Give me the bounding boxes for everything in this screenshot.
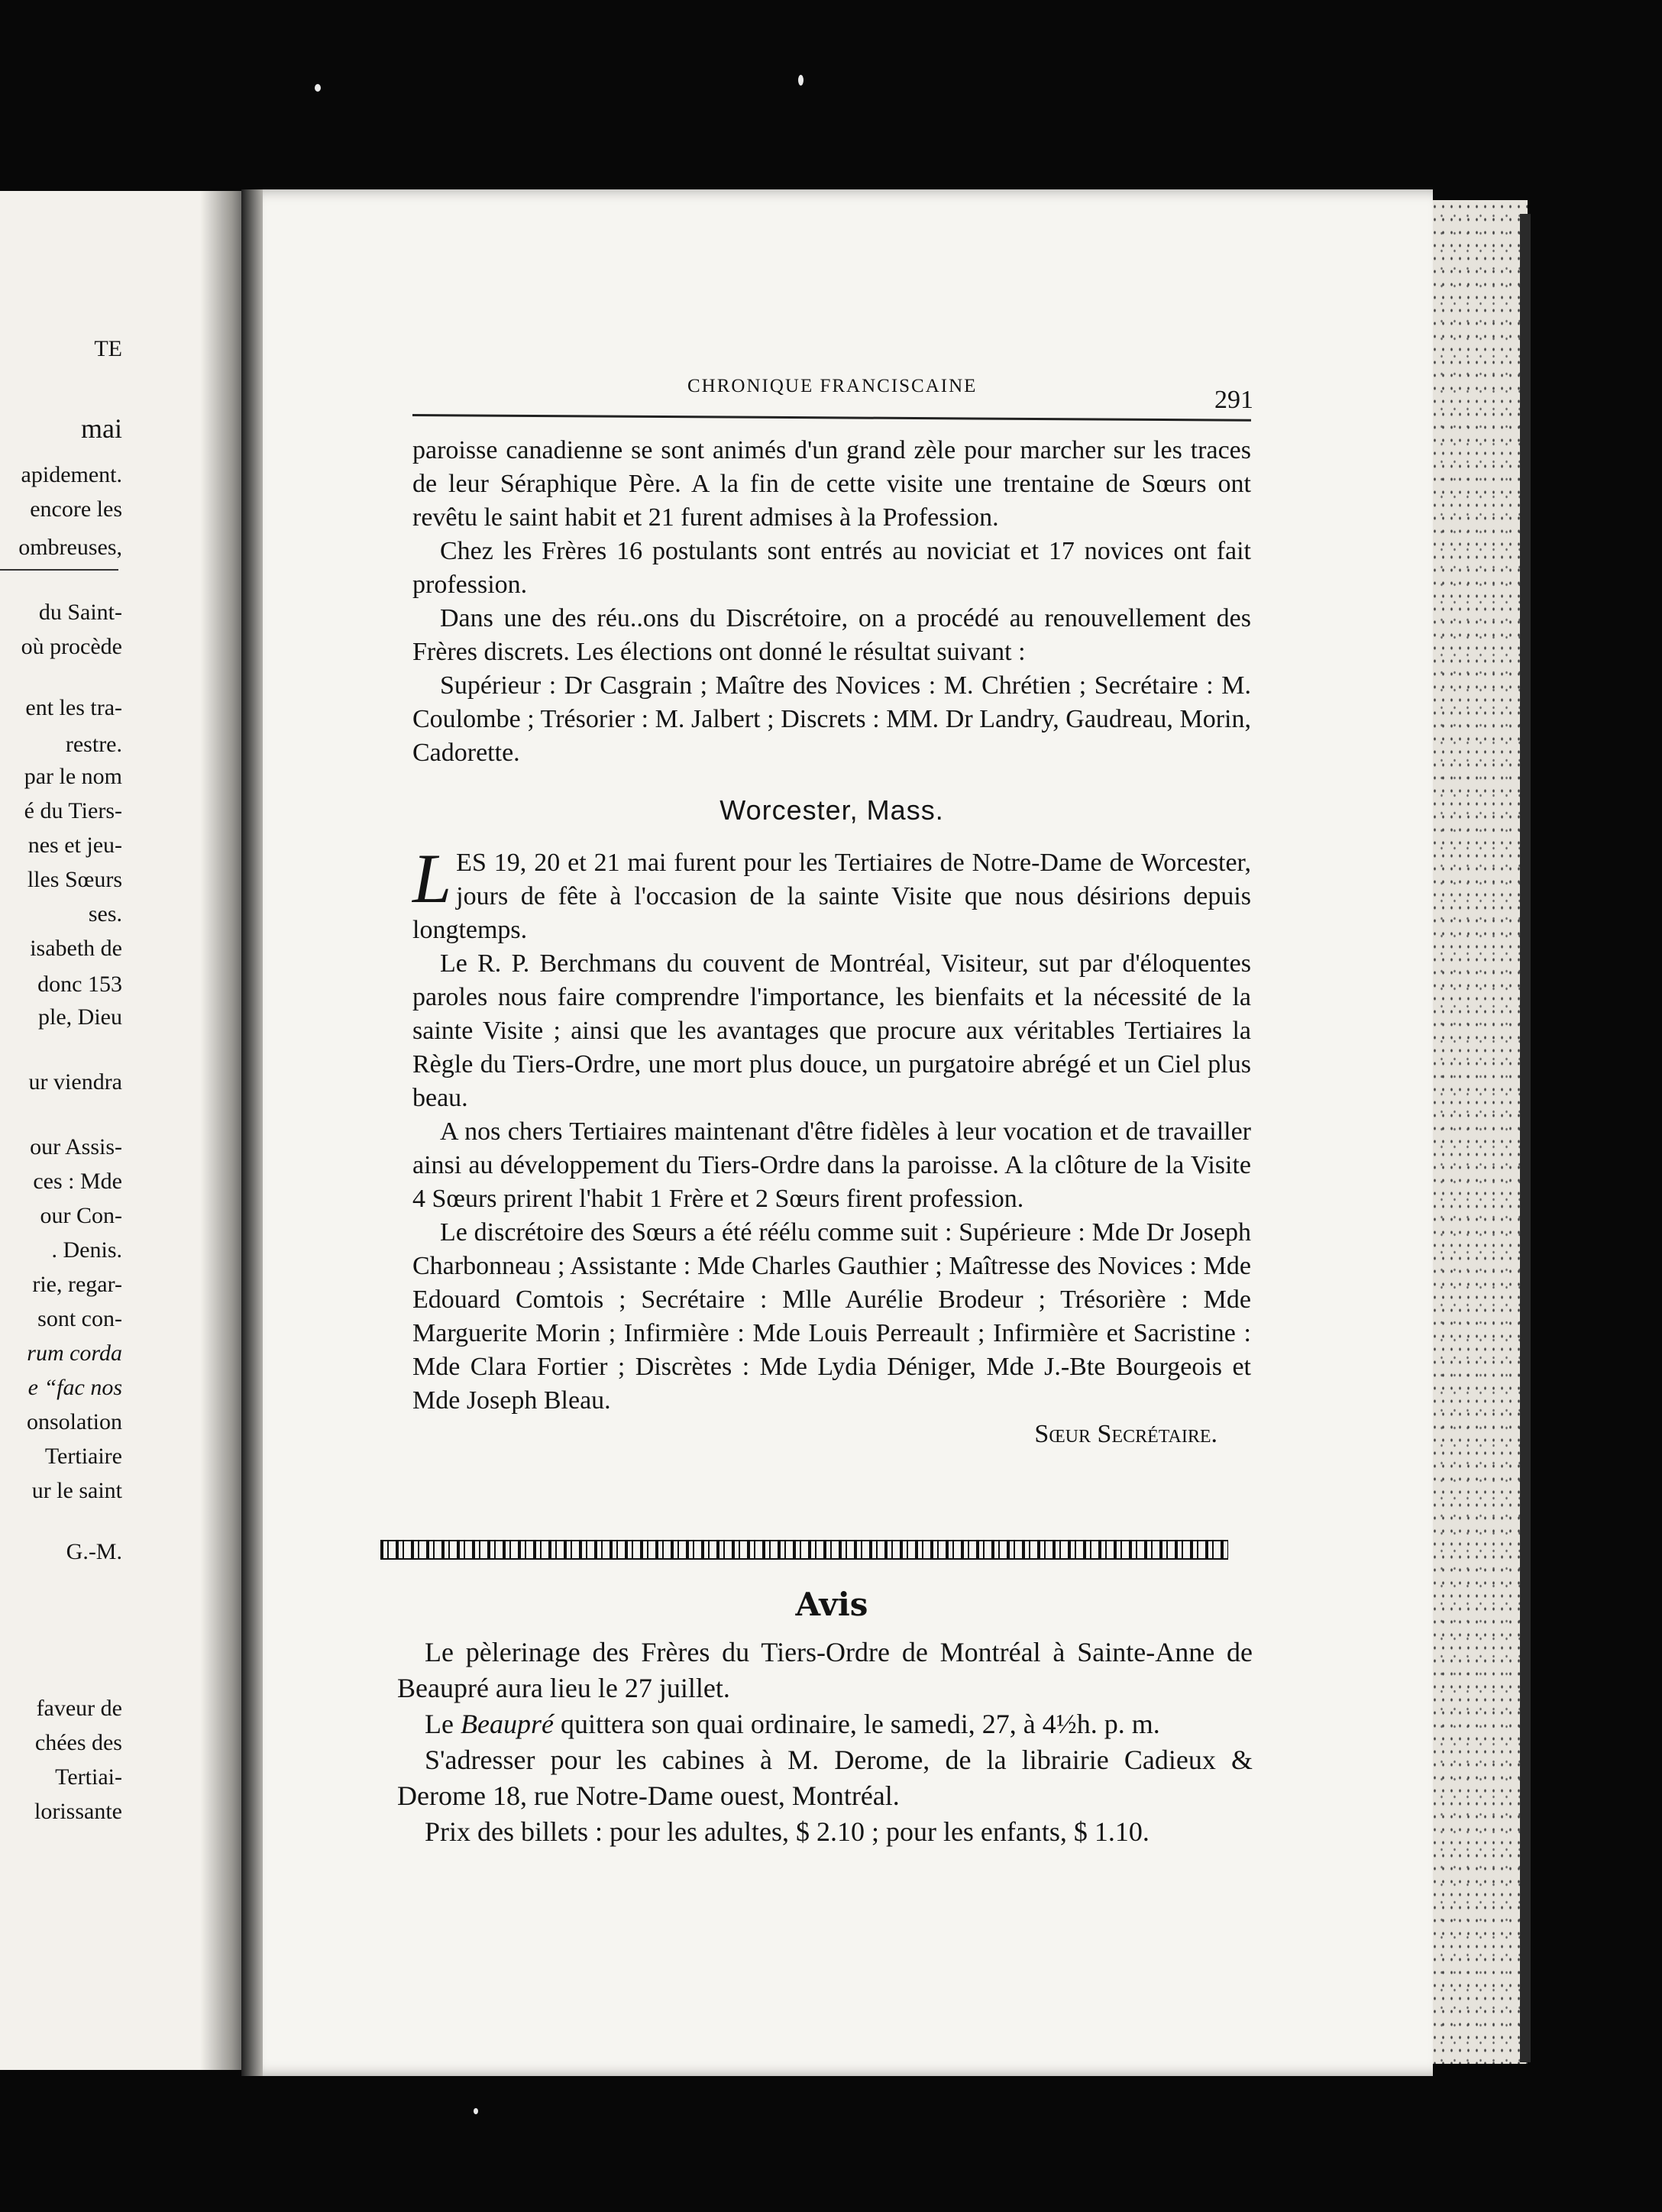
main-page-gutter: [241, 189, 263, 2076]
running-head: CHRONIQUE FRANCISCAINE: [687, 376, 978, 396]
drop-cap: L: [412, 839, 452, 917]
ornamental-divider: [380, 1540, 1228, 1560]
left-page-line: du Saint-: [38, 600, 122, 625]
paragraph: S'adresser pour les cabines à M. Derome, de la librairie Cadieux & Derome 18, rue Notre-Dame ouest, Montréal.: [397, 1745, 1253, 1811]
book-edge-shadow: [1520, 214, 1531, 2062]
left-page-line: par le nom: [24, 764, 122, 789]
paragraph-text: quittera son quai ordinaire, le samedi, 27, à 4½h. p. m.: [553, 1709, 1160, 1739]
paragraph: Le discrétoire des Sœurs a été réélu comme suit : Supérieure : Mde Dr Joseph Charbonneau ; Assistante : Mde Charles Gauthier ; Maîtresse des Novices : Mde Edouard Comtois ; Secrétaire : Mlle Aurélie Brodeur ; Trésorière : Mde Marguerite Morin ; Infirmière : Mde Louis Perreault ; Infirmière et Sacristine : Mde Clara Fortier ; Discrètes : Mde Lydia Déniger, Mde J.-Bte Bourgeois et Mde Joseph Bleau.: [412, 1218, 1251, 1415]
left-page-line: où procède: [21, 634, 122, 659]
first-word: ES: [456, 849, 487, 877]
left-page-line: onsolation: [27, 1409, 122, 1434]
left-page-line: Tertiaire: [44, 1444, 122, 1469]
left-page-line: ses.: [88, 901, 122, 927]
left-page-line: Tertiai-: [55, 1764, 122, 1790]
report-continuation: [412, 434, 1251, 770]
notice-body: [397, 1635, 1253, 1850]
paragraph: Prix des billets : pour les adultes, $ 2.10 ; pour les enfants, $ 1.10.: [425, 1816, 1149, 1847]
paragraph: Dans une des réu..ons du Discrétoire, on a procédé au renouvellement des Frères discrets. Les élections ont donné le résultat suivant :: [412, 604, 1251, 666]
left-page-line: mai: [81, 413, 122, 444]
dust-speck: [474, 2108, 478, 2114]
paragraph: Supérieur : Dr Casgrain ; Maître des Novices : M. Chrétien ; Secrétaire : M. Coulombe ; Trésorier : M. Jalbert ; Discrets : MM. Dr Landry, Gaudreau, Morin, Cadorette.: [412, 671, 1251, 767]
left-page-line: ombreuses,: [18, 535, 122, 560]
left-page-line: faveur de: [36, 1696, 122, 1721]
left-page-line: our Con-: [40, 1203, 122, 1228]
paragraph: Chez les Frères 16 postulants sont entrés au noviciat et 17 novices ont fait profession.: [412, 537, 1251, 599]
left-page-line: nes et jeu-: [27, 833, 122, 858]
dust-speck: [798, 75, 804, 86]
left-page-line: ur viendra: [28, 1069, 122, 1095]
left-page-line: ent les tra-: [25, 695, 122, 720]
left-page-line: ple, Dieu: [38, 1004, 122, 1030]
paragraph: [397, 1706, 1253, 1742]
paragraph: Le R. P. Berchmans du couvent de Montréal, Visiteur, sut par d'éloquentes paroles nous faire comprendre l'importance, les bienfaits et la nécessité de la sainte Visite ; ainsi que les avantages que procure aux véritables Tertiaires la Règle du Tiers-Ordre, une mort plus douce, un purgatoire abrégé et un Ciel plus beau.: [412, 949, 1251, 1112]
notice-heading: Avis: [795, 1586, 868, 1623]
section-heading: Worcester, Mass.: [719, 794, 944, 826]
left-page-line: chées des: [34, 1730, 122, 1755]
boat-name: Beaupré: [460, 1709, 554, 1739]
signature: Sœur Secrétaire.: [1034, 1420, 1217, 1448]
paragraph: A nos chers Tertiaires maintenant d'être fidèles à leur vocation et de travailler ainsi au développement du Tiers-Ordre dans la paroisse. A la clôture de la Visite 4 Sœurs prirent l'habit 1 Frère et 2 Sœurs firent profession.: [412, 1117, 1251, 1213]
left-page-line: e “fac nos: [27, 1375, 122, 1400]
left-page-line: sont con-: [37, 1306, 122, 1331]
left-page-line: G.-M.: [66, 1539, 122, 1564]
dust-speck: [315, 84, 321, 92]
left-page-line: rie, regar-: [32, 1272, 122, 1297]
left-page-line: é du Tiers-: [24, 798, 122, 823]
left-page-line: lorissante: [34, 1799, 122, 1824]
page-number: 291: [1214, 386, 1253, 414]
left-page-rule: [0, 569, 118, 571]
left-page-line: restre.: [65, 732, 122, 757]
left-page-line: . Denis.: [51, 1237, 122, 1263]
paragraph: Le pèlerinage des Frères du Tiers-Ordre de Montréal à Sainte-Anne de Beaupré aura lieu le 27 juillet.: [397, 1637, 1253, 1703]
left-page-line: encore les: [30, 496, 122, 522]
worcester-report: [412, 839, 1251, 1451]
left-page-line: rum corda: [27, 1340, 122, 1366]
paragraph-text: 19, 20 et 21 mai furent pour les Tertiaires de Notre-Dame de Worcester, jours de fête à l'occasion de la sainte Visite que nous désirions depuis longtemps.: [412, 849, 1251, 944]
paragraph-text: Le: [425, 1709, 461, 1739]
left-page-line: donc 153: [37, 972, 122, 997]
paragraph: paroisse canadienne se sont animés d'un grand zèle pour marcher sur les traces de leur Séraphique Père. A la fin de cette visite une trentaine de Sœurs ont revêtu le saint habit et 21 furent admises à la Profession.: [412, 436, 1251, 532]
left-page-line: TE: [94, 336, 122, 361]
left-page-line: ces : Mde: [33, 1169, 122, 1194]
left-page-line: isabeth de: [30, 936, 122, 961]
left-page-line: ur le saint: [31, 1478, 122, 1503]
left-page-line: lles Sœurs: [27, 867, 122, 892]
left-page-line: apidement.: [21, 462, 122, 487]
paragraph: [412, 839, 1251, 947]
left-page-line: our Assis-: [30, 1134, 122, 1159]
